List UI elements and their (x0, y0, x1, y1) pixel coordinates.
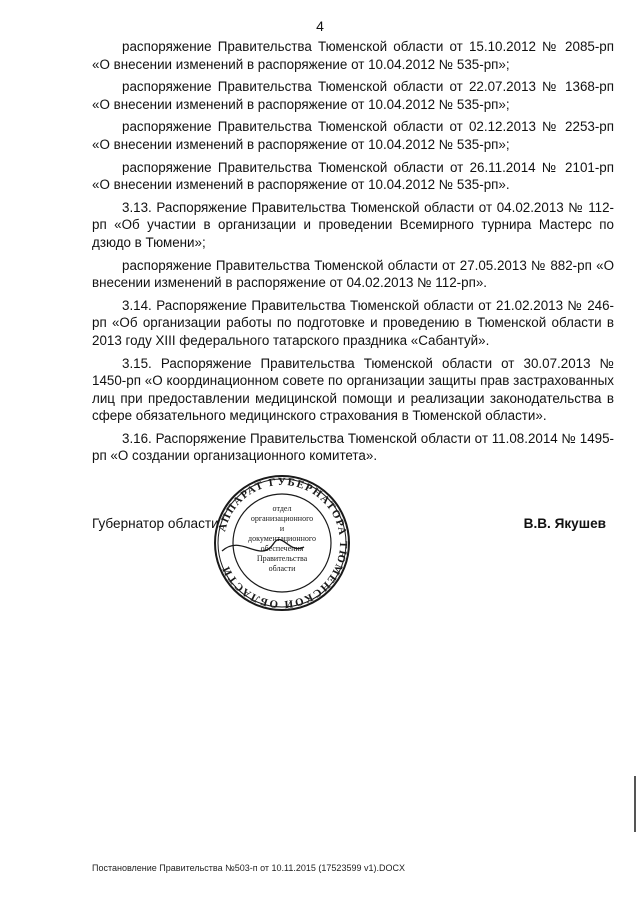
document-footer: Постановление Правительства №503-п от 10.11.2015 (17523599 v1).DOCX (92, 863, 405, 873)
paragraph-3-16: 3.16. Распоряжение Правительства Тюменской области от 11.08.2014 № 1495-рп «О создании организационного комитета». (92, 430, 614, 464)
paragraph-3-13: 3.13. Распоряжение Правительства Тюменской области от 04.02.2013 № 112-рп «Об участии в организации и проведении Всемирного турнира Мастерс по дзюдо в Тюмени»; (92, 199, 614, 250)
paragraph-3-15: 3.15. Распоряжение Правительства Тюменской области от 30.07.2013 № 1450-рп «О координационном совете по организации защиты прав застрахованных лиц при предоставлении медицинской помощи и реализации законодательства в сфере обязательного медицинского страхования в Тюменской области». (92, 355, 614, 424)
stamp-line-3: и (279, 524, 285, 533)
signatory-name: В.В. Якушев (523, 516, 606, 531)
official-stamp (212, 473, 352, 613)
paragraph-1: распоряжение Правительства Тюменской области от 15.10.2012 № 2085-рп «О внесении изменений в распоряжение от 10.04.2012 № 535-рп»; (92, 39, 614, 72)
stamp-line-4: документационного (248, 534, 316, 543)
paragraph-6: распоряжение Правительства Тюменской области от 27.05.2013 № 882-рп «О внесении изменений в распоряжение от 04.02.2013 № 112-рп». (92, 257, 614, 291)
stamp-line-7: области (268, 564, 296, 573)
paragraph-2: распоряжение Правительства Тюменской области от 22.07.2013 № 1368-рп «О внесении изменений в распоряжение от 10.04.2012 № 535-рп»; (92, 79, 614, 112)
paragraph-3-14: 3.14. Распоряжение Правительства Тюменской области от 21.02.2013 № 246-рп «Об организации работы по подготовке и проведению в Тюменской области в 2013 году XIII федерального татарского праздника «Сабантуй». (92, 297, 614, 348)
stamp-line-2: организационного (250, 514, 314, 523)
stamp-outer-text: АППАРАТ ГУБЕРНАТОРА ТЮМЕНСКОЙ ОБЛАСТИ (216, 475, 350, 611)
stamp-line-1: отдел (272, 504, 292, 513)
document-body (92, 38, 614, 467)
scan-edge-mark (634, 776, 636, 832)
page-number: 4 (316, 18, 324, 34)
signatory-position: Губернатор области (92, 516, 219, 531)
stamp-line-6: Правительства (256, 554, 308, 563)
stamp-line-5: обеспечения (260, 544, 304, 553)
paragraph-4: распоряжение Правительства Тюменской области от 26.11.2014 № 2101-рп «О внесении изменений в распоряжение от 10.04.2012 № 535-рп». (92, 159, 614, 193)
signature-block (92, 516, 614, 536)
paragraph-3: распоряжение Правительства Тюменской области от 02.12.2013 № 2253-рп «О внесении изменений в распоряжение от 10.04.2012 № 535-рп»; (92, 119, 614, 152)
